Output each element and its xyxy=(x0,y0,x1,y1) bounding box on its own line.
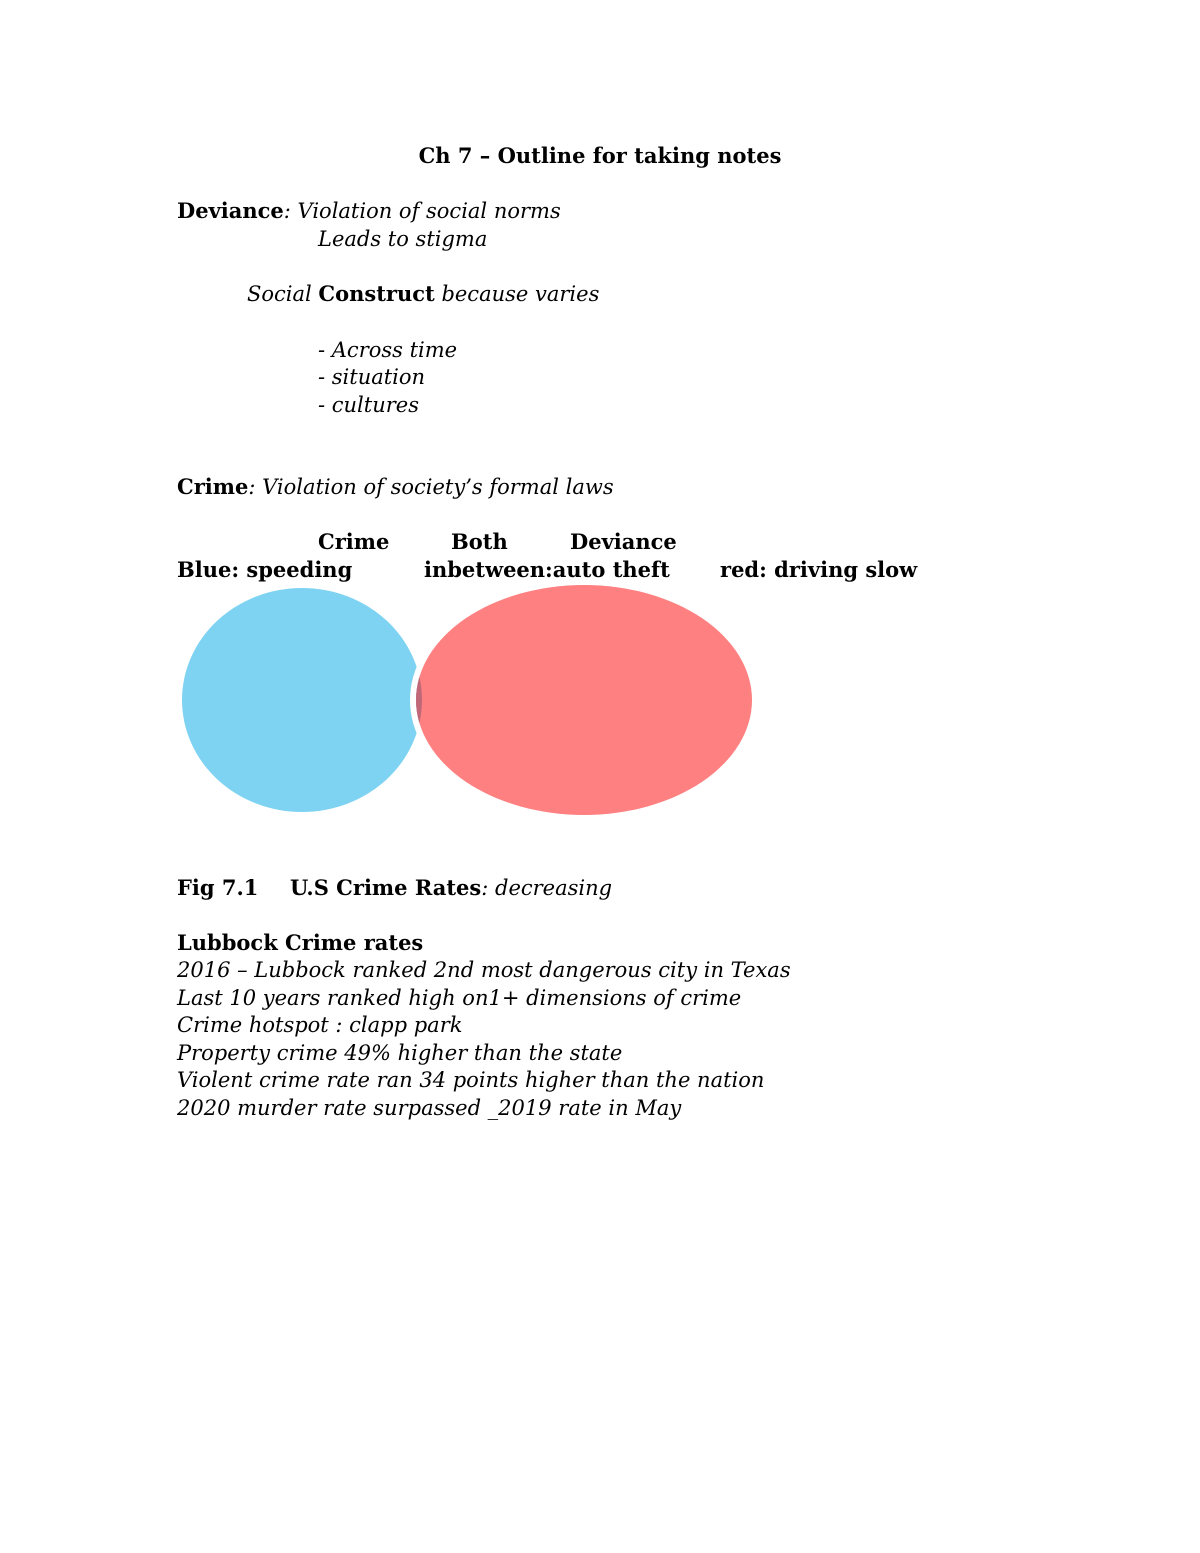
figure-name: U.S Crime Rates xyxy=(290,875,482,900)
deviance-colon: : xyxy=(283,199,291,223)
venn-deviance-circle xyxy=(416,585,752,815)
crime-definition-line xyxy=(177,474,614,500)
deviance-definition: Violation of social norms xyxy=(290,199,561,223)
lubbock-item: Crime hotspot : clapp park xyxy=(177,1013,463,1037)
venn-header-crime: Crime xyxy=(318,529,390,554)
lubbock-item: 2020 murder rate surpassed _2019 rate in May xyxy=(177,1096,682,1120)
varies-item-time: - Across time xyxy=(318,338,458,362)
lubbock-item: Property crime 49% higher than the state xyxy=(177,1041,623,1065)
venn-header-deviance: Deviance xyxy=(570,529,677,554)
deviance-definition-line xyxy=(177,198,561,224)
crime-term: Crime xyxy=(177,474,249,499)
construct-word: Construct xyxy=(318,281,435,306)
crime-definition: Violation of society’s formal laws xyxy=(255,475,614,499)
lubbock-item: Violent crime rate ran 34 points higher than the nation xyxy=(177,1068,765,1092)
figure-trend: decreasing xyxy=(488,876,613,900)
deviance-stigma-note: Leads to stigma xyxy=(318,227,488,251)
venn-crime-circle xyxy=(182,588,422,812)
figure-colon: : xyxy=(481,876,489,900)
figure-label: Fig 7.1 xyxy=(177,875,259,900)
venn-diagram xyxy=(170,580,770,830)
social-construct-line xyxy=(247,281,599,307)
varies-item-cultures: - cultures xyxy=(318,393,419,417)
venn-legend-blue: Blue: speeding xyxy=(177,557,353,582)
figure-line xyxy=(290,875,612,901)
construct-suffix: because varies xyxy=(434,282,600,306)
page-title: Ch 7 – Outline for taking notes xyxy=(418,143,782,168)
deviance-term: Deviance xyxy=(177,198,284,223)
venn-legend-red: red: driving slow xyxy=(720,557,918,582)
lubbock-item: 2016 – Lubbock ranked 2nd most dangerous city in Texas xyxy=(177,958,791,982)
crime-colon: : xyxy=(248,475,256,499)
construct-prefix: Social xyxy=(247,282,319,306)
venn-legend-both: inbetween:auto theft xyxy=(424,557,670,582)
lubbock-heading: Lubbock Crime rates xyxy=(177,930,424,955)
lubbock-item: Last 10 years ranked high on1+ dimensions of crime xyxy=(177,986,742,1010)
venn-header-both: Both xyxy=(451,529,508,554)
varies-item-situation: - situation xyxy=(318,365,426,389)
